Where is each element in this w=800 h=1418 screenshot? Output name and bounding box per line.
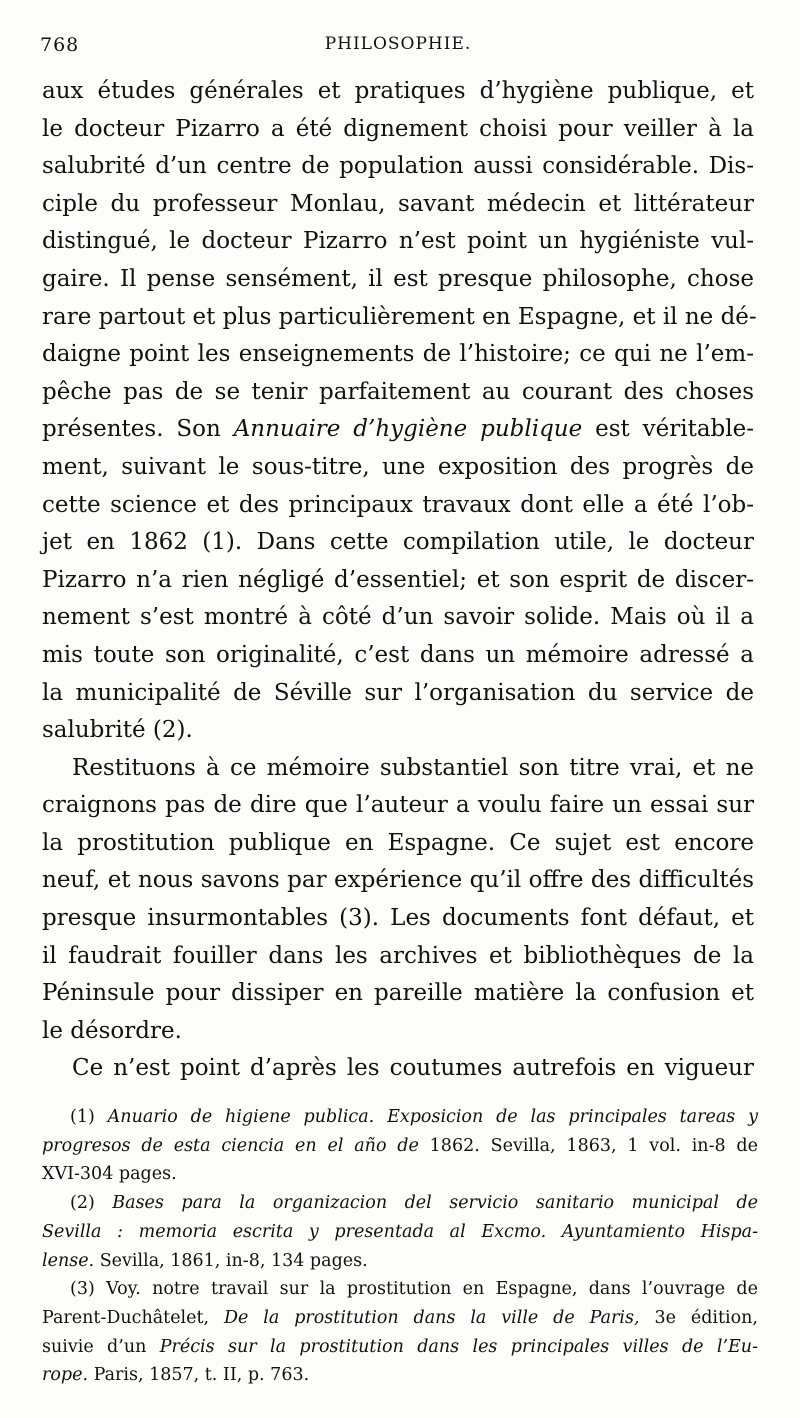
footnote-title: Précis sur la prostitution dans les principales villes de l’Eu- bbox=[159, 1336, 758, 1357]
footnote-3: (3) Voy. notre travail sur la prostitution en Espagne, dans l’ouvrage de bbox=[70, 1279, 758, 1300]
footnote-1-line bbox=[42, 1132, 758, 1161]
body-line: jet en 1862 (1). Dans cette compilation utile, le docteur bbox=[42, 529, 754, 556]
footnote-title: Sevilla : memoria escrita y presentada al Excmo. Ayuntamiento Hispa- bbox=[42, 1221, 758, 1242]
body-line: neuf, et nous savons par expérience qu’il offre des difficultés bbox=[42, 867, 754, 894]
footnotes bbox=[42, 1103, 758, 1390]
body-line: il faudrait fouiller dans les archives et bibliothèques de la bbox=[42, 942, 754, 969]
footnote-2-line bbox=[42, 1247, 758, 1276]
footnote-title: lense. bbox=[42, 1250, 95, 1271]
footnote-text: 1862. Sevilla, 1863, 1 vol. in-8 de bbox=[418, 1135, 758, 1156]
footnote-title: Bases para la organizacion del servicio sanitario municipal de bbox=[112, 1193, 758, 1214]
body-line: ment, suivant le sous-titre, une exposition des progrès de bbox=[42, 453, 754, 480]
running-title: PHILOSOPHIE. bbox=[324, 34, 472, 54]
body-line: nement s’est montré à côté d’un savoir solide. Mais où il a bbox=[42, 604, 754, 631]
footnote-title: rope. bbox=[42, 1365, 89, 1386]
body-line: salubrité (2). bbox=[42, 717, 193, 744]
body-line: distingué, le docteur Pizarro n’est point un hygiéniste vul- bbox=[42, 228, 754, 255]
body-line: Péninsule pour dissiper en pareille matière la confusion et bbox=[42, 980, 754, 1007]
footnote-text: Parent-Duchâtelet, bbox=[42, 1307, 224, 1328]
body-line-start: présentes. Son bbox=[42, 416, 234, 443]
body-line: rare partout et plus particulièrement en Espagne, et il ne dé- bbox=[42, 303, 757, 330]
body-line: mis toute son originalité, c’est dans un mémoire adressé a bbox=[42, 641, 754, 668]
body-line: pêche pas de se tenir parfaitement au courant des choses bbox=[42, 378, 754, 405]
footnote-3-line bbox=[42, 1333, 758, 1362]
footnote-title: Anuario de higiene publica. Exposicion de las principales tareas y bbox=[107, 1107, 758, 1127]
body-line: la municipalité de Séville sur l’organisation du service de bbox=[42, 679, 754, 706]
footnote-1-line: XVI-304 pages. bbox=[42, 1164, 177, 1185]
body-line: presque insurmontables (3). Les documents font défaut, et bbox=[42, 905, 754, 932]
footnote-3-line bbox=[42, 1304, 758, 1333]
body-line: cette science et des principaux travaux dont elle a été l’ob- bbox=[42, 491, 754, 518]
footnote-number: (1) bbox=[70, 1107, 108, 1127]
body-line: craignons pas de dire que l’auteur a voulu faire un essai sur bbox=[42, 792, 754, 819]
body-line: daigne point les enseignements de l’histoire; ce qui ne l’em- bbox=[42, 341, 754, 368]
footnote-text: Paris, 1857, t. II, p. 763. bbox=[88, 1365, 310, 1386]
body-line: ciple du professeur Monlau, savant médecin et littérateur bbox=[42, 190, 754, 217]
footnote-2-line bbox=[42, 1218, 758, 1247]
footnote-1 bbox=[42, 1103, 758, 1132]
body-line: Pizarro n’a rien négligé d’essentiel; et son esprit de discer- bbox=[42, 566, 754, 593]
body-text bbox=[42, 73, 757, 1088]
footnote-text: suivie d’un bbox=[42, 1336, 160, 1357]
body-line: la prostitution publique en Espagne. Ce sujet est encore bbox=[42, 829, 754, 856]
page-number: 768 bbox=[40, 34, 80, 56]
footnote-text: Sevilla, 1861, in-8, 134 pages. bbox=[94, 1250, 368, 1271]
body-line: le docteur Pizarro a été dignement choisi pour veiller à la bbox=[42, 115, 754, 142]
footnote-title: progresos de esta ciencia en el año de bbox=[42, 1135, 419, 1156]
footnote-3-line bbox=[42, 1361, 758, 1390]
body-line: le désordre. bbox=[42, 1017, 182, 1044]
paragraph-start: Ce n’est point d’après les coutumes autrefois en vigueur bbox=[72, 1055, 754, 1082]
footnote-text: 3e édition, bbox=[639, 1307, 758, 1328]
body-line-end: est véritable- bbox=[582, 416, 755, 443]
footnote-number: (2) bbox=[70, 1193, 113, 1214]
running-head bbox=[40, 34, 756, 60]
footnote-title: De la prostitution dans la ville de Paris, bbox=[224, 1307, 640, 1328]
body-line-with-title bbox=[42, 411, 754, 449]
paragraph-start: Restituons à ce mémoire substantiel son titre vrai, et ne bbox=[72, 754, 754, 781]
annuaire-title: Annuaire d’hygiène publique bbox=[233, 416, 583, 443]
body-line: gaire. Il pense sensément, il est presque philosophe, chose bbox=[42, 265, 754, 292]
footnote-2 bbox=[42, 1189, 758, 1218]
body-line: salubrité d’un centre de population aussi considérable. Dis- bbox=[42, 153, 754, 180]
body-line: aux études générales et pratiques d’hygiène publique, et bbox=[42, 78, 754, 104]
